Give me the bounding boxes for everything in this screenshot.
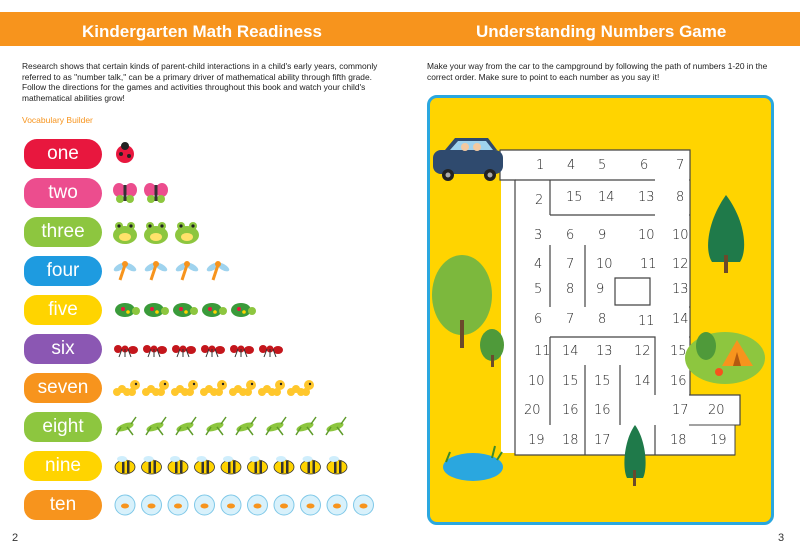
word-pill-five: five <box>24 295 102 325</box>
maze-number: 15 <box>670 344 687 359</box>
maze-number: 14 <box>562 344 579 359</box>
maze-number: 17 <box>672 403 689 418</box>
maze-number: 11 <box>638 314 655 329</box>
left-page-title: Kindergarten Math Readiness <box>82 22 322 41</box>
word-pill-four: four <box>24 256 102 286</box>
maze-number: 18 <box>562 433 579 448</box>
maze-number: 11 <box>534 344 551 359</box>
maze-number: 20 <box>524 403 541 418</box>
maze-number: 15 <box>566 190 583 205</box>
maze-number: 1 <box>536 158 545 173</box>
maze-number: 15 <box>562 374 579 389</box>
maze-number: 10 <box>528 374 545 389</box>
word-pill-nine: nine <box>24 451 102 481</box>
maze-number: 10 <box>638 228 655 243</box>
maze-number: 10 <box>596 257 613 272</box>
left-intro-text: Research shows that certain kinds of parent-child interactions in a child's early years, commonly referred to as "number talk," can be a primary driver of mathematical ability through fifth grade. Follow the directions for the games and activities throughout this book and watch your child's mathematical abilities grow! <box>22 61 378 103</box>
maze-number: 6 <box>534 312 543 327</box>
maze-number: 14 <box>672 312 689 327</box>
maze-number: 8 <box>676 190 685 205</box>
maze-number: 16 <box>562 403 579 418</box>
maze-number: 20 <box>708 403 725 418</box>
word-pill-seven: seven <box>24 373 102 403</box>
word-pill-two: two <box>24 178 102 208</box>
maze-number: 2 <box>535 193 544 208</box>
maze-number: 13 <box>596 344 613 359</box>
right-intro-text: Make your way from the car to the campground by following the path of numbers 1-20 in the correct order. Make sure to point to each number as you say it! <box>427 61 768 82</box>
maze-number: 15 <box>594 374 611 389</box>
maze-number: 12 <box>634 344 651 359</box>
maze-number: 12 <box>672 257 689 272</box>
maze-number: 14 <box>598 190 615 205</box>
maze-number: 4 <box>567 158 576 173</box>
maze-number: 5 <box>598 158 607 173</box>
vocabulary-builder-heading: Vocabulary Builder <box>22 115 93 125</box>
maze-number: 8 <box>566 282 575 297</box>
maze-number: 9 <box>596 282 605 297</box>
tent-icon <box>685 332 765 384</box>
right-page-title: Understanding Numbers Game <box>476 22 727 41</box>
maze-number: 14 <box>634 374 651 389</box>
maze-number: 6 <box>640 158 649 173</box>
maze-number: 18 <box>670 433 687 448</box>
car-icon <box>433 138 503 181</box>
word-pill-one: one <box>24 139 102 169</box>
maze-number: 8 <box>598 312 607 327</box>
maze-number: 7 <box>566 257 575 272</box>
tree-icon <box>432 255 504 367</box>
right-page-number: 3 <box>778 532 785 544</box>
word-pill-six: six <box>24 334 102 364</box>
maze-number: 7 <box>566 312 575 327</box>
maze-number: 3 <box>534 228 543 243</box>
word-pill-eight: eight <box>24 412 102 442</box>
maze-number: 9 <box>598 228 607 243</box>
maze-number: 19 <box>710 433 727 448</box>
maze-number: 19 <box>528 433 545 448</box>
pond-icon <box>443 446 503 481</box>
maze-number: 16 <box>670 374 687 389</box>
maze-number: 6 <box>566 228 575 243</box>
maze-number: 13 <box>672 282 689 297</box>
maze-number: 7 <box>676 158 685 173</box>
word-pill-three: three <box>24 217 102 247</box>
maze-number: 10 <box>672 228 689 243</box>
left-page-number: 2 <box>12 532 19 544</box>
maze-number: 5 <box>534 282 543 297</box>
maze-number: 11 <box>640 257 657 272</box>
maze-number: 17 <box>594 433 611 448</box>
maze-number: 13 <box>638 190 655 205</box>
maze-number: 4 <box>534 257 543 272</box>
word-pill-ten: ten <box>24 490 102 520</box>
maze-number: 16 <box>594 403 611 418</box>
